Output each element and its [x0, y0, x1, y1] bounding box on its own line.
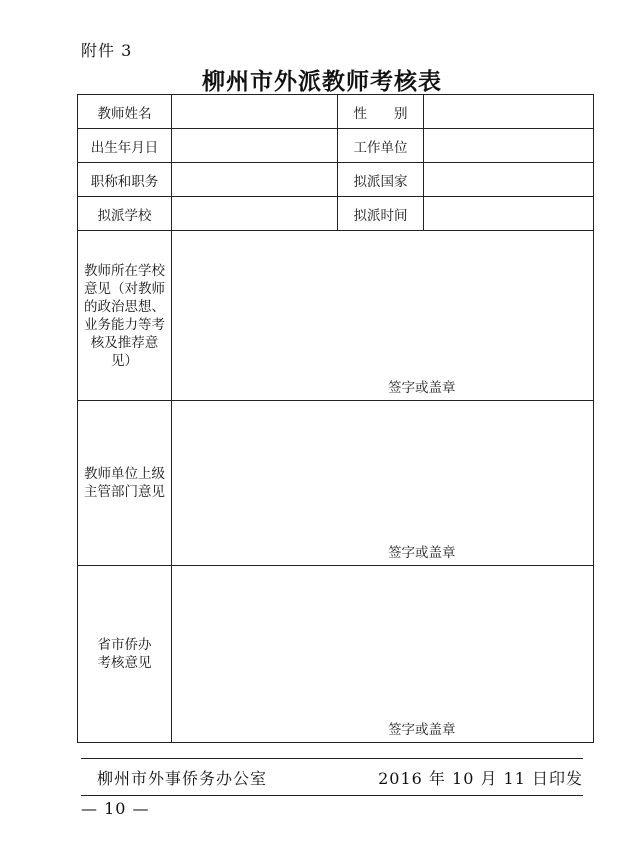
department-opinion-label: 教师单位上级主管部门意见: [84, 466, 165, 500]
assessment-form: [77, 94, 594, 743]
overseas-office-opinion-label: 省市侨办考核意见: [97, 637, 152, 671]
school-opinion-label-cell: [78, 231, 172, 401]
footer-divider-bottom: [81, 795, 583, 796]
target-country-field[interactable]: [424, 163, 594, 197]
target-school-label: 拟派学校: [78, 197, 172, 231]
overseas-office-opinion-signature: 签字或盖章: [388, 722, 456, 738]
form-row-school-opinion: [78, 231, 594, 401]
issuer-name: 柳州市外事侨务办公室: [97, 769, 268, 788]
school-opinion-field[interactable]: [172, 231, 594, 401]
page-number: — 10 —: [81, 799, 150, 818]
form-title: 柳州市外派教师考核表: [202, 68, 442, 95]
birth-date-field[interactable]: [172, 129, 338, 163]
footer-divider-top: [81, 758, 583, 759]
target-school-field[interactable]: [172, 197, 338, 231]
department-opinion-field[interactable]: [172, 401, 594, 566]
birth-date-label: 出生年月日: [78, 129, 172, 163]
title-position-field[interactable]: [172, 163, 338, 197]
form-row-department-opinion: [78, 401, 594, 566]
work-unit-label: 工作单位: [338, 129, 424, 163]
school-opinion-signature: 签字或盖章: [388, 380, 456, 396]
issue-date: 2016 年 10 月 11 日印发: [378, 769, 583, 788]
overseas-office-opinion-field[interactable]: [172, 566, 594, 743]
target-country-label: 拟派国家: [338, 163, 424, 197]
dispatch-time-field[interactable]: [424, 197, 594, 231]
form-row-name: [78, 95, 594, 129]
form-row-school: [78, 197, 594, 231]
school-opinion-label: 教师所在学校意见（对教师的政治思想、业务能力等考核及推荐意见）: [84, 262, 165, 369]
gender-field[interactable]: [424, 95, 594, 129]
gender-label: 性 别: [338, 95, 424, 129]
form-row-title: [78, 163, 594, 197]
form-row-overseas-office-opinion: [78, 566, 594, 743]
department-opinion-signature: 签字或盖章: [388, 545, 456, 561]
attachment-label: 附件 3: [81, 41, 133, 60]
teacher-name-label: 教师姓名: [78, 95, 172, 129]
department-opinion-label-cell: [78, 401, 172, 566]
title-position-label: 职称和职务: [78, 163, 172, 197]
work-unit-field[interactable]: [424, 129, 594, 163]
overseas-office-opinion-label-cell: [78, 566, 172, 743]
dispatch-time-label: 拟派时间: [338, 197, 424, 231]
form-row-birth: [78, 129, 594, 163]
teacher-name-field[interactable]: [172, 95, 338, 129]
